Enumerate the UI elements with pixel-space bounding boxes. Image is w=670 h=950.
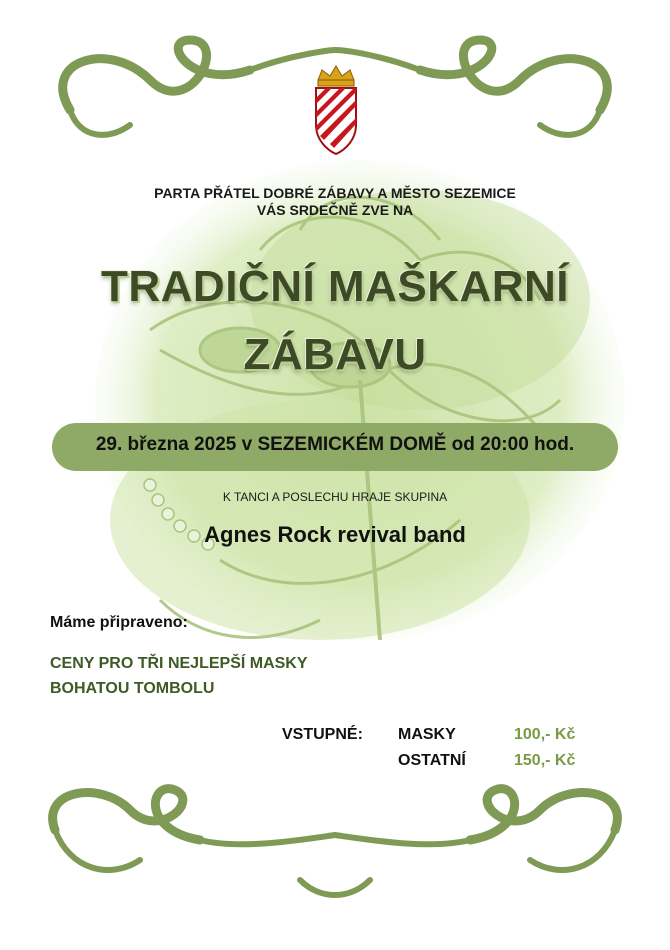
intro-line-2: VÁS SRDEČNĚ ZVE NA <box>256 202 414 218</box>
program-heading: Máme připraveno: <box>50 614 188 631</box>
program-item: BOHATOU TOMBOLU <box>50 680 215 697</box>
ribbon-ornament-bottom <box>53 789 618 895</box>
coat-of-arms-icon <box>316 66 356 154</box>
admission-label: VSTUPNÉ: <box>282 726 363 743</box>
headline-line-2: ZÁBAVU <box>243 330 427 379</box>
admission-category: OSTATNÍ <box>398 752 466 769</box>
program-item: CENY PRO TŘI NEJLEPŠÍ MASKY <box>50 655 308 672</box>
admission-price: 150,- Kč <box>514 752 576 769</box>
music-intro: K TANCI A POSLECHU HRAJE SKUPINA <box>222 490 448 504</box>
band-name: Agnes Rock revival band <box>204 522 466 547</box>
admission-category: MASKY <box>398 726 456 743</box>
intro-line-1: PARTA PŘÁTEL DOBRÉ ZÁBAVY A MĚSTO SEZEMICE <box>154 185 516 201</box>
headline-line-1: TRADIČNÍ MAŠKARNÍ <box>100 262 570 311</box>
event-date-venue: 29. března 2025 v SEZEMICKÉM DOMĚ od 20:00 hod. <box>95 434 575 455</box>
admission-price: 100,- Kč <box>514 726 576 743</box>
